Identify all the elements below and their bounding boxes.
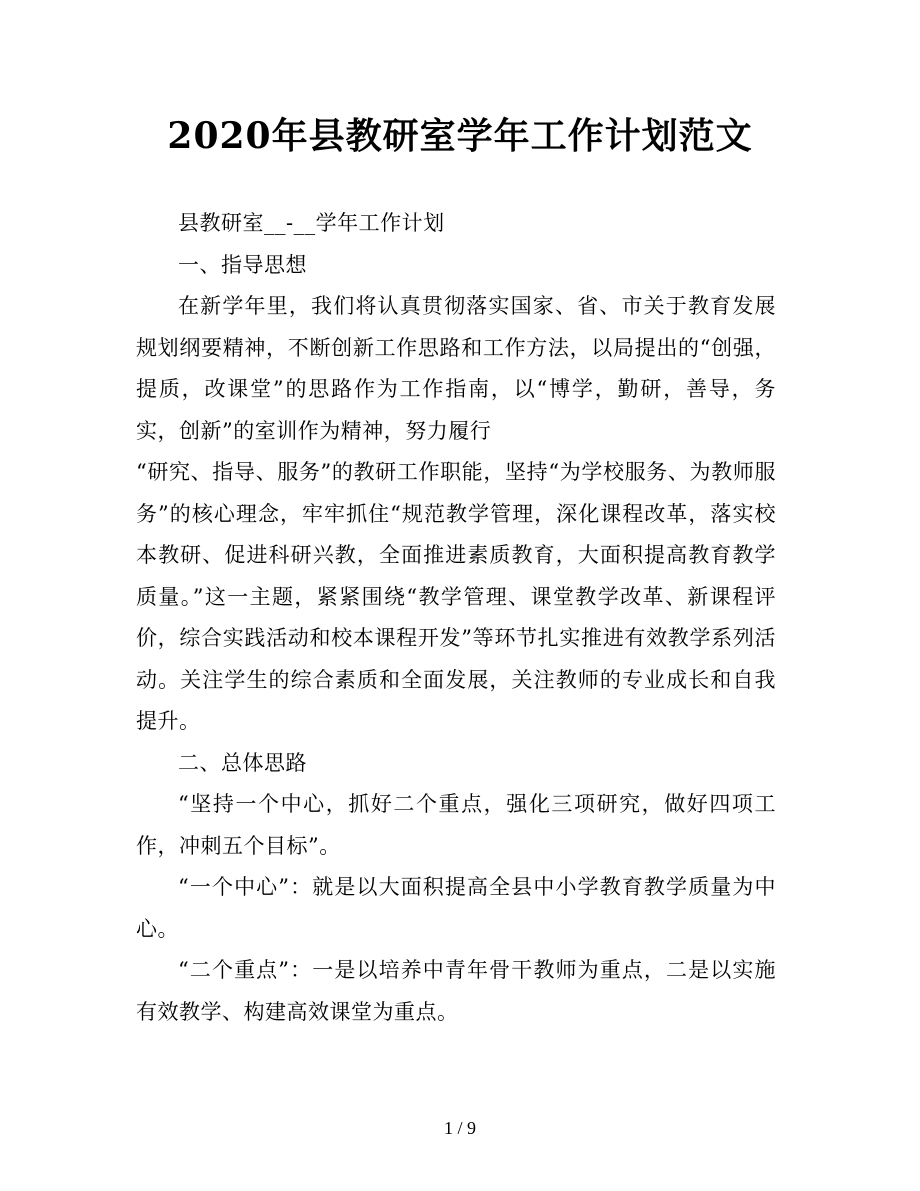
page-number: 1 / 9 <box>443 1118 476 1138</box>
paragraph-section-2-heading: 二、总体思路 <box>178 750 307 775</box>
paragraph-plan-heading: 县教研室__-__学年工作计划 <box>178 211 445 235</box>
paragraph-section-1-heading: 一、指导思想 <box>178 252 307 277</box>
paragraph-overall-approach: “坚持一个中心，抓好二个重点，强化三项研究，做好四项工作，冲刺五个目标”。 <box>136 792 776 858</box>
paragraph-guiding-ideas-continued: “研究、指导、服务”的教研工作职能，坚持“为学校服务、为教师服务”的核心理念，牢牢抓住“规范教学管理，深化课程改革，落实校本教研、促进科研兴教，全面推进素质教育，大面积提高教育教学质量。”这一主题，紧紧围绕“教学管理、课堂教学改革、新课程评价，综合实践活动和校本课程开发”等环节扎实推进有效教学系列活动。关注学生的综合素质和全面发展，关注教师的专业成长和自我提升。 <box>136 460 776 733</box>
document-body <box>136 203 776 1033</box>
paragraph-one-center: “一个中心”：就是以大面积提高全县中小学教育教学质量为中心。 <box>136 875 776 941</box>
paragraph-guiding-ideas: 在新学年里，我们将认真贯彻落实国家、省、市关于教育发展规划纲要精神，不断创新工作思路和工作方法，以局提出的“创强，提质，改课堂”的思路作为工作指南，以“博学，勤研，善导，务实，创新”的室训作为精神，努力履行 <box>136 294 776 443</box>
page-title: 2020年县教研室学年工作计划范文 <box>167 115 753 157</box>
paragraph-two-focuses: “二个重点”：一是以培养中青年骨干教师为重点，二是以实施有效教学、构建高效课堂为重点。 <box>136 958 776 1024</box>
